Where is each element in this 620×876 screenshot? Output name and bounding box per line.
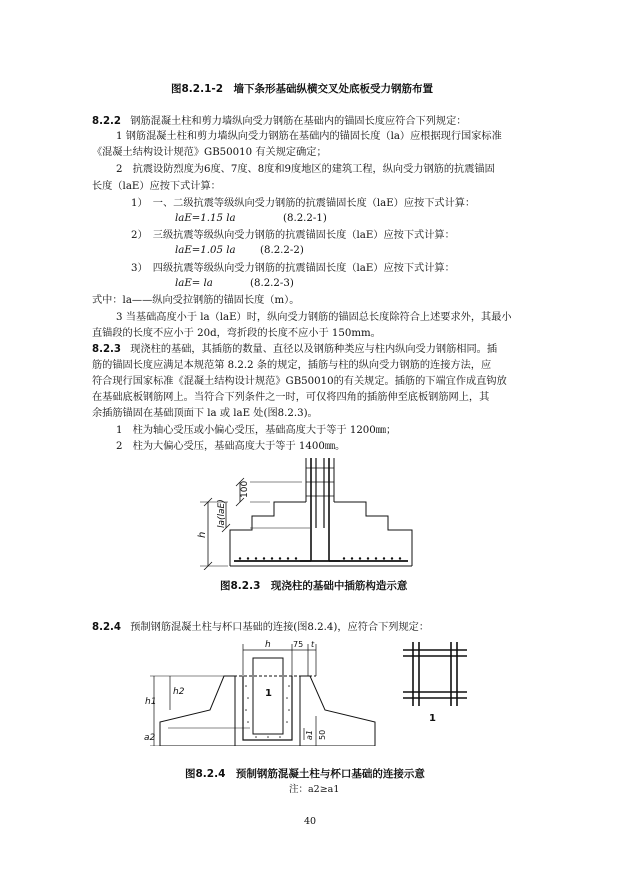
figure-8-2-1-2-caption: 图8.2.1-2 墙下条形基础纵横交叉处底板受力钢筋布置 xyxy=(171,83,434,95)
page-number: 40 xyxy=(304,816,317,827)
plan-label-1: 1 xyxy=(429,713,436,724)
s822-item1-cont: 《混凝土结构设计规范》GB50010 有关规定确定； xyxy=(92,147,327,158)
figure-8-2-4-section-drawing xyxy=(140,636,380,746)
footing-outline-right xyxy=(334,502,412,566)
s822-item1: 1 钢筋混凝土柱和剪力墙纵向受力钢筋在基础内的锚固长度（la）应根据现行国家标准 xyxy=(116,131,502,142)
s823-line5: 余插筋锚固在基础顶面下 la 或 laE 处(图8.2.3)。 xyxy=(92,408,318,419)
figure-8-2-4-plan-drawing xyxy=(395,640,475,725)
equation-3-number: (8.2.2-3) xyxy=(250,278,294,289)
s822-sub1: 1） 一、二级抗震等级纵向受力钢筋的抗震锚固长度（laE）应按下式计算： xyxy=(131,198,476,209)
section-text: 钢筋混凝土柱和剪力墙纵向受力钢筋在基础内的锚固长度应符合下列规定： xyxy=(130,116,467,127)
dimension-75-label: 75 xyxy=(293,640,304,649)
equation-2-number: (8.2.2-2) xyxy=(260,245,304,256)
section-number: 8.2.4 xyxy=(92,622,122,633)
section-text: 现浇柱的基础，其插筋的数量、直径以及钢筋种类应与柱内纵向受力钢筋相同。插 xyxy=(130,344,498,355)
s822-item2-cont: 长度（laE）应按下式计算： xyxy=(92,181,221,192)
section-text: 预制钢筋混凝土柱与杯口基础的连接(图8.2.4)，应符合下列规定： xyxy=(130,622,430,633)
dimension-h1-label: h1 xyxy=(145,697,157,707)
s822-item3-cont: 直锚段的长度不应小于 20d，弯折段的长度不应小于 150mm。 xyxy=(92,328,381,339)
s823-item1: 1 柱为轴心受压或小偏心受压，基础高度大于等于 1200㎜； xyxy=(116,425,397,436)
section-8-2-2-intro xyxy=(92,115,466,129)
s823-line2: 筋的锚固长度应满足本规范第 8.2.2 条的规定，插筋与柱的纵向受力钢筋的连接方法，应 xyxy=(92,360,492,371)
footing-outline-left xyxy=(230,502,306,566)
s822-item2: 2 抗震设防烈度为6度、7度、8度和9度地区的建筑工程，纵向受力钢筋的抗震锚固 xyxy=(116,164,495,175)
dimension-100-label: 100 xyxy=(240,480,250,498)
s822-sub3: 3） 四级抗震等级纵向受力钢筋的抗震锚固长度（laE）应按下式计算： xyxy=(131,263,455,274)
section-8-2-4-intro xyxy=(92,621,429,635)
s823-line4: 在基础底板钢筋网上。当符合下列条件之一时，可仅将四角的插筋伸至底板钢筋网上，其 xyxy=(92,392,490,403)
dimension-h-label: h xyxy=(197,531,208,538)
s822-item3: 3 当基础高度小于 la（laE）时，纵向受力钢筋的锚固总长度除符合上述要求外，其最小 xyxy=(116,312,512,323)
s823-item2: 2 柱为大偏心受压，基础高度大于等于 1400㎜。 xyxy=(116,441,346,452)
dimension-a1-label: a1 xyxy=(305,730,314,740)
section-number: 8.2.2 xyxy=(92,116,122,127)
dimension-la-label: la(laE) xyxy=(217,499,227,528)
figure-8-2-3-drawing xyxy=(190,458,440,570)
equation-3: laE= la xyxy=(175,278,213,289)
s823-line3: 符合现行国家标准《混凝土结构设计规范》GB50010的有关规定。插筋的下端宜作成直钩放 xyxy=(92,376,507,387)
figure-8-2-3-caption: 图8.2.3 现浇柱的基础中插筋构造示意 xyxy=(220,580,408,592)
cup-wall xyxy=(243,676,292,740)
dimension-a2-label: a2 xyxy=(144,733,156,743)
equation-2: laE=1.05 la xyxy=(175,245,236,256)
equation-1-number: (8.2.2-1) xyxy=(283,213,327,224)
s822-sub2: 2） 三级抗震等级纵向受力钢筋的抗震锚固长度（laE）应按下式计算： xyxy=(131,230,455,241)
dimension-t-label: t xyxy=(311,640,315,649)
s822-where: 式中：la——纵向受拉钢筋的锚固长度（m）。 xyxy=(92,295,300,306)
figure-8-2-4-note: 注：a2≥a1 xyxy=(289,784,340,795)
equation-1: laE=1.15 la xyxy=(175,213,236,224)
figure-8-2-4-caption: 图8.2.4 预制钢筋混凝土柱与杯口基础的连接示意 xyxy=(185,768,425,780)
dimension-h2-label: h2 xyxy=(173,687,185,697)
dimension-50-label: 50 xyxy=(318,729,327,740)
dimension-h-label: h xyxy=(265,640,271,650)
section-number: 8.2.3 xyxy=(92,344,122,355)
section-8-2-3-line1 xyxy=(92,343,497,357)
column-label-1: 1 xyxy=(265,688,272,699)
footing-outline xyxy=(160,676,375,746)
mesh-dots xyxy=(239,557,401,559)
